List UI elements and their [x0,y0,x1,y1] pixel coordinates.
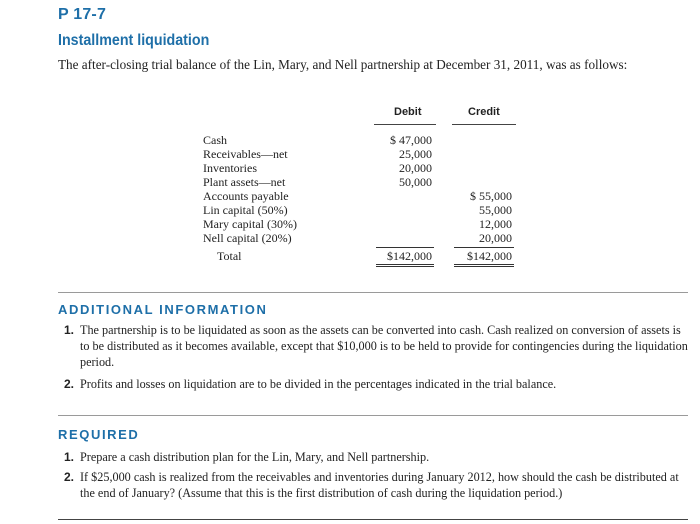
credit-sum-rule [454,247,514,248]
bottom-rule [58,519,688,520]
debit-sum-rule [376,247,434,248]
additional-info-item-2 [58,376,688,392]
item-number: 1. [64,450,75,464]
problem-intro: The after-closing trial balance of the Lin, Mary, and Nell partnership at December 31, 2011, was as follows: [58,57,628,72]
required-item-1 [58,449,688,465]
credit-lin-capital: 55,000 [479,203,512,217]
credit-header-rule [452,124,516,125]
debit-receivables: 25,000 [399,147,432,161]
credit-column-header: Credit [468,106,500,118]
account-plant-assets: Plant assets—net [203,175,286,189]
problem-title: Installment liquidation [58,32,210,49]
credit-mary-capital: 12,000 [479,217,512,231]
item-number: 2. [64,377,75,391]
account-cash: Cash [203,133,227,147]
debit-plant-assets: 50,000 [399,175,432,189]
credit-nell-capital: 20,000 [479,231,512,245]
account-lin-capital: Lin capital (50%) [203,203,288,217]
debit-header-rule [374,124,436,125]
additional-info-heading: ADDITIONAL INFORMATION [58,302,268,317]
credit-total: $142,000 [467,249,512,263]
item-number: 2. [64,470,75,484]
item-number: 1. [64,323,75,337]
account-receivables: Receivables—net [203,147,288,161]
account-accounts-payable: Accounts payable [203,189,289,203]
credit-double-rule [454,264,514,267]
required-rule [58,415,688,416]
item-text: If $25,000 cash is realized from the receivables and inventories during January 2012, how should the cash be distributed at the end of January? (Assume that this is the first distribution of cash during the liquidation period.) [80,470,679,500]
required-item-2 [58,469,688,501]
item-text: Profits and losses on liquidation are to be divided in the percentages indicated in the trial balance. [80,377,557,391]
account-mary-capital: Mary capital (30%) [203,217,297,231]
account-total: Total [217,249,242,263]
required-heading: REQUIRED [58,427,140,442]
credit-accounts-payable: $ 55,000 [470,189,512,203]
additional-info-rule [58,292,688,293]
debit-double-rule [376,264,434,267]
item-text: The partnership is to be liquidated as soon as the assets can be converted into cash. Cash realized on conversion of assets is to be distributed as it becomes available, except that $10,000 is to be held to provide for contingencies during the liquidation period. [80,323,688,369]
account-inventories: Inventories [203,161,257,175]
problem-number: P 17-7 [58,6,107,23]
account-nell-capital: Nell capital (20%) [203,231,292,245]
debit-column-header: Debit [394,106,422,118]
additional-info-item-1 [58,322,688,370]
debit-total: $142,000 [387,249,432,263]
debit-inventories: 20,000 [399,161,432,175]
debit-cash: $ 47,000 [390,133,432,147]
item-text: Prepare a cash distribution plan for the Lin, Mary, and Nell partnership. [80,450,430,464]
